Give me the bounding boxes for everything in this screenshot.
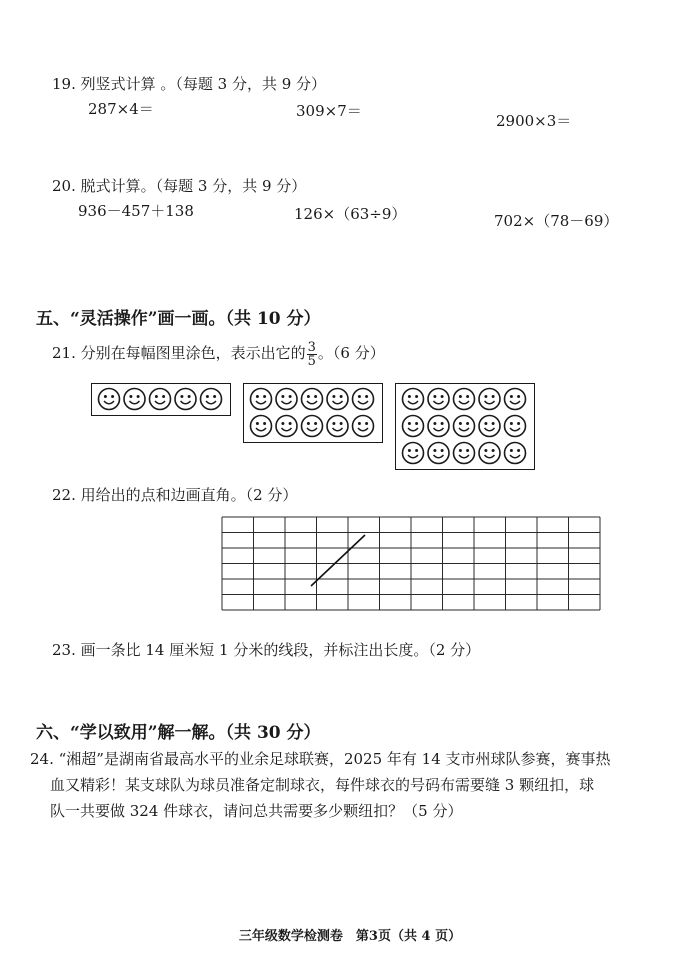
smiley-face-icon	[403, 443, 424, 464]
q20-item-3: 702×（78－69）	[494, 212, 619, 230]
smiley-box-3-art	[396, 384, 533, 468]
q24-line-1: 24. “湘超”是湖南省最高水平的业余足球联赛，2025 年有 14 支市州球队参赛，赛事热	[30, 750, 611, 768]
smiley-face-icon	[251, 389, 272, 410]
smiley-face-icon	[99, 389, 120, 410]
smiley-face-icon	[428, 443, 449, 464]
smiley-face-icon	[276, 389, 297, 410]
smiley-face-icon	[150, 389, 171, 410]
smiley-face-icon	[175, 389, 196, 410]
smiley-face-icon	[505, 389, 526, 410]
page-footer: 三年级数学检测卷 第3页（共 4 页）	[238, 929, 462, 944]
q24-line-3: 队一共要做 324 件球衣，请问总共需要多少颗纽扣？（5 分）	[50, 802, 463, 820]
smiley-box-3	[395, 383, 535, 470]
q20-item-1: 936－457＋138	[78, 202, 194, 220]
smiley-face-icon	[302, 389, 323, 410]
smiley-face-icon	[428, 389, 449, 410]
q20-item-2: 126×（63÷9）	[294, 205, 407, 223]
smiley-box-1-art	[92, 384, 229, 414]
q19-title: 19. 列竖式计算 。（每题 3 分，共 9 分）	[52, 75, 327, 93]
q19-item-3: 2900×3＝	[496, 112, 572, 130]
q21-text-after: 。（6 分）	[317, 344, 385, 362]
smiley-face-icon	[276, 416, 297, 437]
smiley-face-icon	[505, 443, 526, 464]
smiley-face-icon	[454, 389, 475, 410]
q23-title: 23. 画一条比 14 厘米短 1 分米的线段，并标注出长度。（2 分）	[52, 641, 481, 659]
smiley-box-2	[243, 383, 383, 443]
smiley-face-icon	[479, 416, 500, 437]
smiley-face-icon	[454, 416, 475, 437]
section-6-title: 六、“学以致用”解一解。（共 30 分）	[36, 723, 321, 743]
smiley-face-icon	[251, 416, 272, 437]
q24-line-2: 血又精彩！某支球队为球员准备定制球衣，每件球衣的号码布需要缝 3 颗纽扣，球	[50, 776, 595, 794]
smiley-face-icon	[353, 389, 374, 410]
smiley-face-icon	[201, 389, 222, 410]
q19-item-2: 309×7＝	[296, 102, 362, 120]
smiley-face-icon	[327, 416, 348, 437]
smiley-box-1	[91, 383, 231, 416]
smiley-box-2-art	[244, 384, 381, 441]
q21-title	[52, 340, 385, 368]
smiley-face-icon	[327, 389, 348, 410]
section-5-title: 五、“灵活操作”画一画。（共 10 分）	[36, 309, 321, 329]
q19-item-1: 287×4＝	[88, 100, 154, 118]
smiley-face-icon	[353, 416, 374, 437]
smiley-face-icon	[479, 443, 500, 464]
smiley-face-icon	[403, 416, 424, 437]
fraction-numerator: 3	[307, 339, 316, 355]
smiley-face-icon	[428, 416, 449, 437]
smiley-face-icon	[124, 389, 145, 410]
square-grid	[218, 513, 604, 615]
smiley-face-icon	[479, 389, 500, 410]
given-ray	[311, 535, 365, 586]
fraction-denominator: 5	[307, 353, 316, 369]
smiley-face-icon	[403, 389, 424, 410]
smiley-face-icon	[454, 443, 475, 464]
smiley-face-icon	[505, 416, 526, 437]
smiley-face-icon	[302, 416, 323, 437]
q22-title: 22. 用给出的点和边画直角。（2 分）	[52, 486, 298, 504]
fraction	[307, 341, 317, 368]
q24-text	[30, 746, 611, 824]
q21-text-before: 21. 分别在每幅图里涂色，表示出它的	[52, 344, 306, 362]
q20-title: 20. 脱式计算。（每题 3 分，共 9 分）	[52, 177, 307, 195]
